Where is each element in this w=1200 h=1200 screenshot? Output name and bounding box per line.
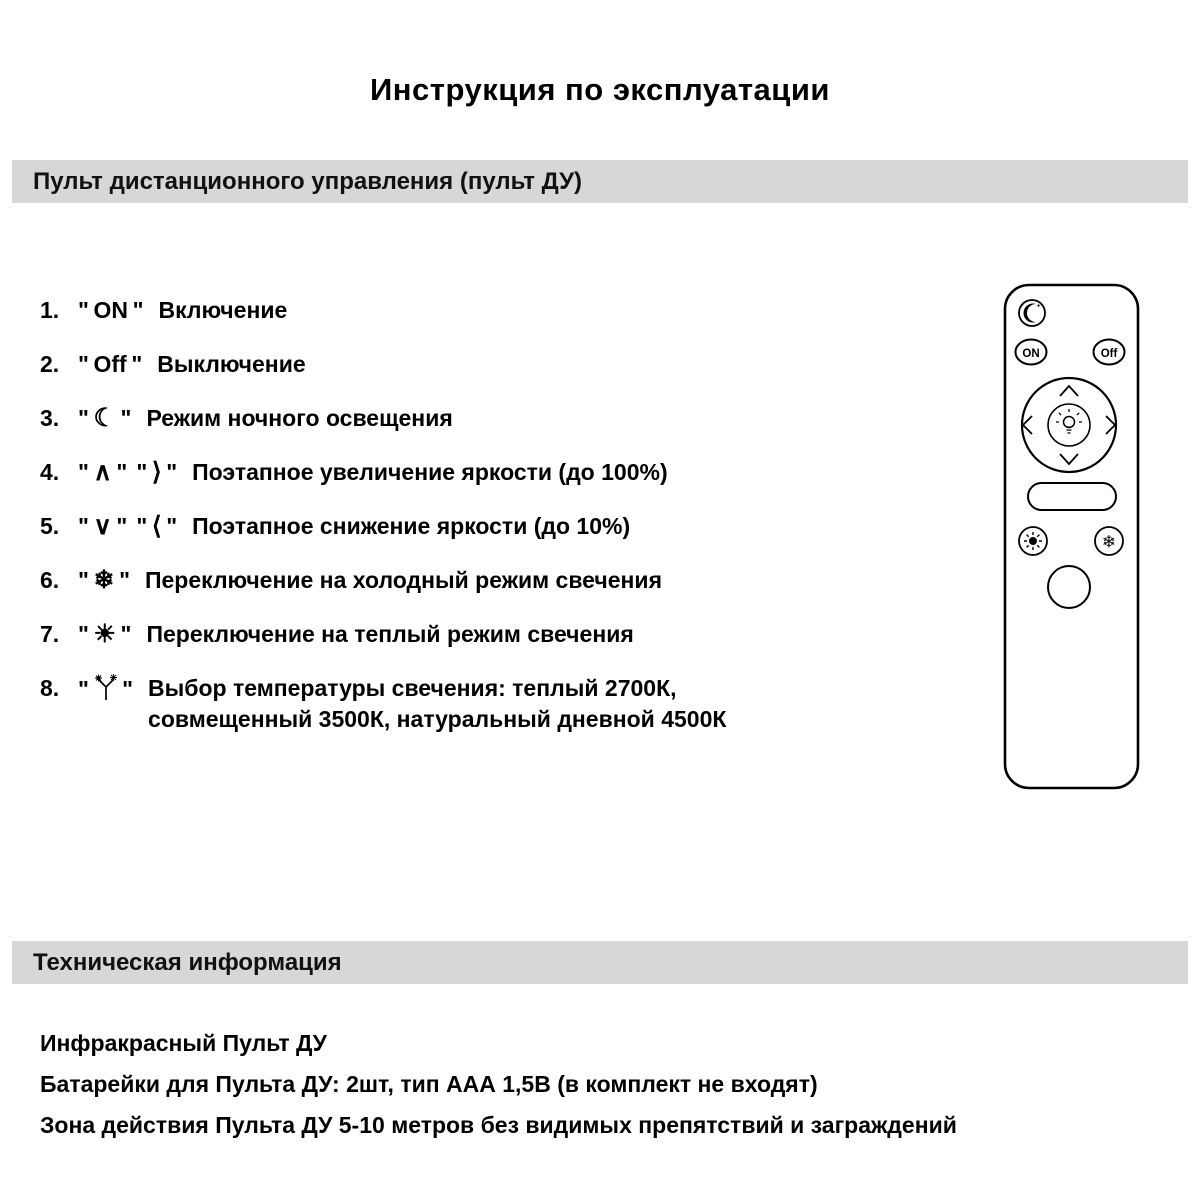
- list-item: [40, 295, 990, 326]
- on-button-label: ON: [1022, 348, 1040, 360]
- list-item: [40, 457, 990, 488]
- item-text: Режим ночного освещения: [146, 405, 453, 431]
- chevron-left-icon: " ⟨ ": [136, 512, 178, 540]
- tech-info-line: Зона действия Пульта ДУ 5-10 метров без видимых препятствий и заграждений: [40, 1112, 957, 1138]
- item-number: 6.: [40, 567, 60, 593]
- section-header-tech-label: Техническая информация: [33, 948, 342, 976]
- off-button-label: Off: [1100, 348, 1118, 360]
- page-title: Инструкция по эксплуатации: [370, 72, 830, 107]
- list-item: [40, 619, 990, 650]
- item-number: 7.: [40, 621, 60, 647]
- item-text: Выключение: [157, 351, 306, 377]
- moon-icon: " ☾ ": [78, 404, 132, 432]
- section-header-tech: [12, 941, 1188, 984]
- quoted-label: " ON ": [78, 297, 144, 323]
- list-item: [40, 511, 990, 542]
- remote-body-outline: [1005, 285, 1138, 788]
- remote-illustration: [1003, 283, 1140, 790]
- item-number: 2.: [40, 351, 60, 377]
- item-number: 3.: [40, 405, 60, 431]
- sun-icon: [1024, 532, 1042, 550]
- snowflake-icon: ❄: [1101, 532, 1117, 553]
- remote-list: [40, 295, 990, 758]
- list-item: [40, 565, 990, 596]
- chevron-right-icon: " ⟩ ": [136, 458, 178, 486]
- item-number: 4.: [40, 459, 60, 485]
- tech-info-line: Инфракрасный Пульт ДУ: [40, 1030, 327, 1056]
- list-item: [40, 349, 990, 380]
- chevron-down-icon: " ∨ ": [78, 512, 128, 540]
- item-text: Поэтапное снижение яркости (до 10%): [192, 513, 631, 539]
- chevron-up-icon: " ∧ ": [78, 458, 128, 486]
- list-item: [40, 403, 990, 434]
- tech-info-line: Батарейки для Пульта ДУ: 2шт, тип ААА 1,5В (в комплект не входят): [40, 1071, 818, 1097]
- snowflake-icon: " ❄ ": [78, 566, 130, 594]
- item-text: Переключение на теплый режим свечения: [146, 621, 634, 647]
- item-number: 1.: [40, 297, 60, 323]
- item-number: 5.: [40, 513, 60, 539]
- list-item: [40, 673, 990, 735]
- temp-select-icon: " ": [78, 676, 134, 702]
- tech-info-list: [40, 1028, 1160, 1151]
- item-text: Включение: [158, 297, 288, 323]
- quoted-label: " Off ": [78, 351, 143, 377]
- item-number: 8.: [40, 675, 60, 701]
- moon-star-dot: [1037, 304, 1039, 306]
- sun-icon: " ☀ ": [78, 620, 132, 648]
- item-text: Переключение на холодный режим свечения: [144, 567, 662, 593]
- section-header-remote: [12, 160, 1188, 203]
- item-text: Выбор температуры свечения: теплый 2700К, совмещенный 3500К, натуральный дневной 4500К: [148, 675, 727, 732]
- item-text: Поэтапное увеличение яркости (до 100%): [192, 459, 668, 485]
- section-header-remote-label: Пульт дистанционного управления (пульт ДУ): [33, 167, 582, 195]
